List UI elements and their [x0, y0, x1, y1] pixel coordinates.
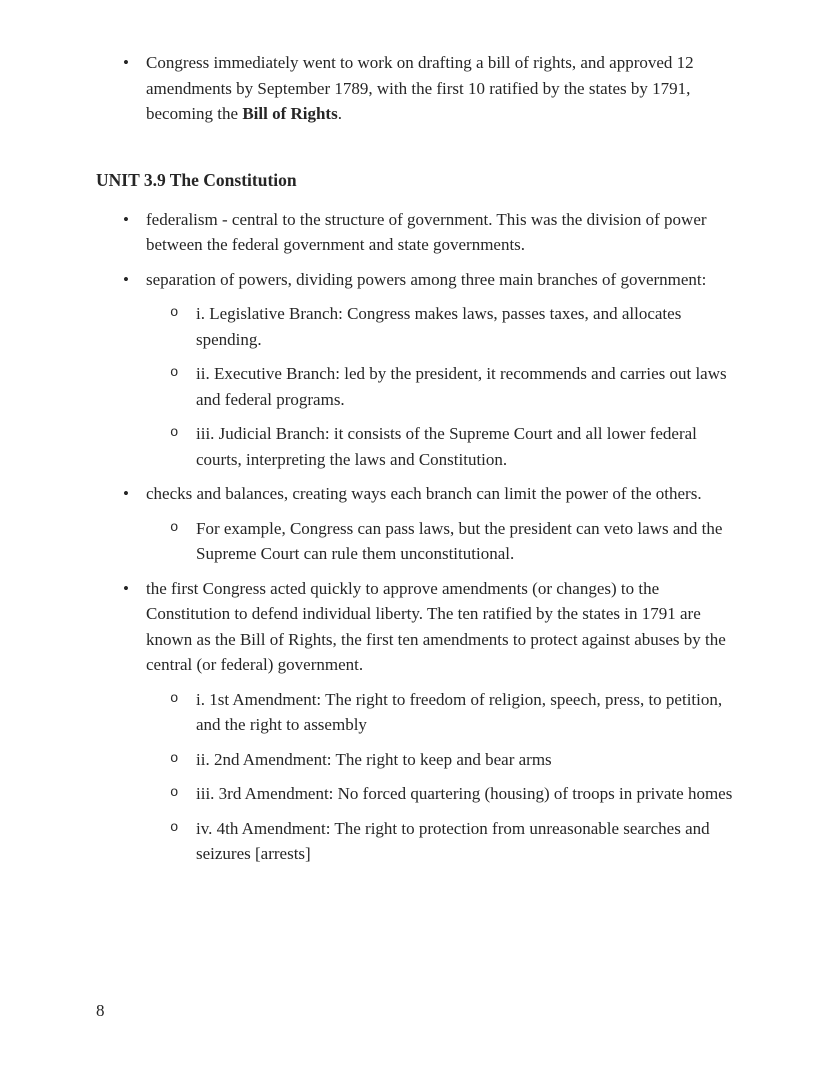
list-subitem	[96, 301, 740, 352]
list-item-text: the first Congress acted quickly to approve amendments (or changes) to the Constitution to defend individual liberty. The ten ratified by the states in 1791 are known as the Bill of Rights, the first ten amendments to protect against abuses by the central (or federal) government.	[146, 578, 726, 675]
list-item	[96, 481, 740, 507]
bullet-icon: •	[123, 578, 129, 598]
circle-bullet-icon: o	[170, 690, 179, 707]
list-item	[96, 207, 740, 258]
list-item-text: iii. Judicial Branch: it consists of the Supreme Court and all lower federal courts, interpreting the laws and Constitution.	[196, 424, 697, 469]
bullet-icon: •	[123, 269, 129, 289]
circle-bullet-icon: o	[170, 365, 179, 382]
list-item	[96, 267, 740, 293]
list-subitem	[96, 747, 740, 773]
list-subitem	[96, 687, 740, 738]
list-item	[96, 50, 740, 127]
bullet-icon: •	[123, 209, 129, 229]
circle-bullet-icon: o	[170, 819, 179, 836]
page-number: 8	[96, 1001, 105, 1020]
list-item-text: For example, Congress can pass laws, but the president can veto laws and the Supreme Court can rule them unconstitutional.	[196, 518, 723, 564]
list-item-text: ii. 2nd Amendment: The right to keep and bear arms	[196, 749, 552, 769]
list-subitem	[96, 781, 740, 807]
list-item-text: iii. 3rd Amendment: No forced quartering (housing) of troops in private homes	[196, 784, 733, 804]
list-item-text: checks and balances, creating ways each branch can limit the power of the others.	[146, 484, 702, 504]
list-subitem	[96, 421, 740, 472]
page-content	[96, 50, 740, 876]
list-item-text: iv. 4th Amendment: The right to protection from unreasonable searches and seizures [arrests]	[196, 818, 710, 864]
intro-bold-text: Bill of Rights	[242, 104, 338, 123]
bullet-icon: •	[123, 484, 129, 504]
list-item	[96, 576, 740, 678]
bullet-icon: •	[123, 53, 129, 72]
list-subitem	[96, 516, 740, 567]
list-item-text: federalism - central to the structure of government. This was the division of power between the federal government and state governments.	[146, 209, 707, 255]
list-item-text: ii. Executive Branch: led by the president, it recommends and carries out laws and federal programs.	[196, 364, 727, 409]
list-item-text: i. 1st Amendment: The right to freedom of religion, speech, press, to petition, and the right to assembly	[196, 689, 723, 735]
list-item-text: separation of powers, dividing powers among three main branches of government:	[146, 269, 707, 289]
circle-bullet-icon: o	[170, 785, 179, 802]
section-heading: UNIT 3.9 The Constitution	[96, 169, 297, 190]
list-subitem	[96, 816, 740, 867]
circle-bullet-icon: o	[170, 305, 179, 322]
circle-bullet-icon: o	[170, 425, 179, 442]
circle-bullet-icon: o	[170, 519, 179, 536]
list-subitem	[96, 361, 740, 412]
intro-text-before: Congress immediately went to work on drafting a bill of rights, and approved 12 amendments by September 1789, with the first 10 ratified by the states by 1791, becoming the	[146, 53, 694, 123]
circle-bullet-icon: o	[170, 750, 179, 767]
intro-text-after: .	[337, 104, 342, 123]
list-item-text	[146, 50, 740, 127]
list-item-text: i. Legislative Branch: Congress makes laws, passes taxes, and allocates spending.	[196, 304, 682, 349]
